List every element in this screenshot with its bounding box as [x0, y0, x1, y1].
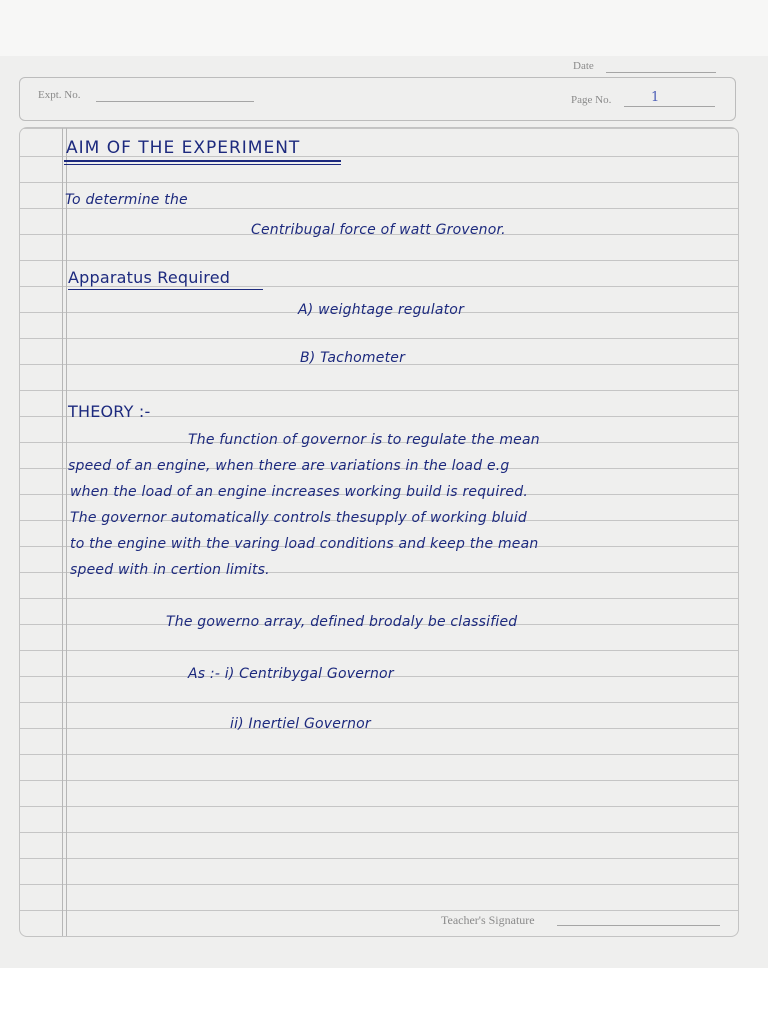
- theory-line-1: The function of governor is to regulate the mean: [188, 432, 540, 448]
- apparatus-underline: [68, 289, 263, 290]
- expt-no-label: Expt. No.: [38, 89, 81, 101]
- date-label: Date: [573, 60, 594, 72]
- aim-line-1: To determine the: [65, 192, 188, 208]
- ruled-area: [19, 127, 739, 937]
- apparatus-heading: Apparatus Required: [68, 268, 231, 287]
- theory-line-5: to the engine with the varing load conditions and keep the mean: [70, 536, 539, 552]
- date-line: [606, 72, 716, 73]
- aim-line-2: Centribugal force of watt Grovenor.: [251, 222, 506, 238]
- classification-item-2: ii) Inertiel Governor: [230, 716, 371, 732]
- experiment-title: AIM OF THE EXPERIMENT: [66, 138, 301, 158]
- page-no-label: Page No.: [571, 94, 612, 106]
- teacher-signature-line: [557, 925, 720, 926]
- page-no-value: 1: [651, 90, 660, 105]
- apparatus-item-b: B) Tachometer: [300, 350, 406, 366]
- theory-heading: THEORY :-: [68, 402, 151, 421]
- theory-line-6: speed with in certion limits.: [70, 562, 270, 578]
- theory-line-3: when the load of an engine increases working build is required.: [70, 484, 528, 500]
- classification-item-1: As :- i) Centribygal Governor: [188, 666, 394, 682]
- teacher-signature-label: Teacher's Signature: [441, 913, 535, 927]
- expt-no-line: [96, 101, 254, 102]
- page-background: [0, 968, 768, 1024]
- classification-line: The gowerno array, defined brodaly be classified: [166, 614, 518, 630]
- page-no-line: [624, 106, 715, 107]
- header-box: [19, 77, 736, 121]
- title-underline-second: [64, 164, 341, 165]
- apparatus-item-a: A) weightage regulator: [298, 302, 465, 318]
- theory-line-2: speed of an engine, when there are variations in the load e.g: [68, 458, 510, 474]
- margin-line: [62, 128, 63, 936]
- theory-line-4: The governor automatically controls thesupply of working bluid: [70, 510, 528, 526]
- margin-line-inner: [66, 128, 67, 936]
- title-underline: [64, 160, 341, 162]
